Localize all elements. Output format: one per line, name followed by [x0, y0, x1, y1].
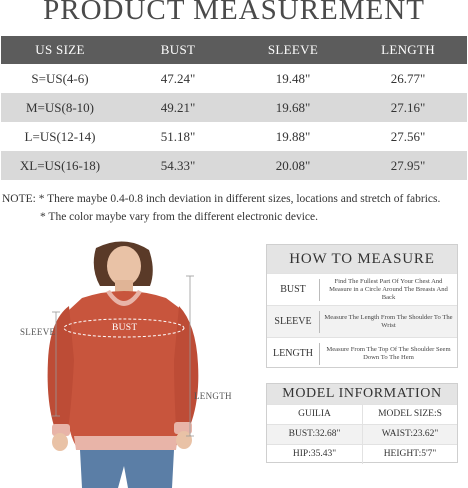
note-color: * The color maybe vary from the different electronic device. [40, 211, 319, 223]
header-us-size: US SIZE [1, 36, 119, 64]
measure-key: LENGTH [273, 348, 313, 359]
cell-length: 27.95" [349, 151, 467, 180]
measure-key: BUST [280, 284, 306, 295]
measure-row-length [267, 337, 457, 369]
cell-bust: 49.21" [119, 93, 237, 122]
model-info-row [267, 444, 457, 464]
model-name: GUILIA [298, 409, 331, 419]
cell-length: 27.56" [349, 122, 467, 151]
cell-bust: 54.33" [119, 151, 237, 180]
cell-size: XL=US(16-18) [1, 151, 119, 180]
model-illustration [14, 240, 244, 488]
table-row [1, 64, 467, 93]
model-information-title: MODEL INFORMATION [267, 384, 457, 404]
model-information-panel [266, 383, 458, 463]
cell-bust: 47.24" [119, 64, 237, 93]
cell-sleeve: 19.68" [237, 93, 349, 122]
how-to-measure-panel [266, 244, 458, 368]
sleeve-label: SLEEVE [20, 327, 56, 337]
model-waist: WAIST:23.62" [362, 425, 457, 444]
measure-desc: Measure The Length From The Shoulder To The Wrist [324, 313, 453, 329]
length-label: LENGTH [194, 391, 232, 401]
cell-sleeve: 19.88" [237, 122, 349, 151]
measure-desc: Measure From The Top Of The Shoulder Seem Down To The Hem [326, 345, 451, 361]
model-bust: BUST:32.68" [288, 429, 341, 439]
header-sleeve: SLEEVE [237, 36, 349, 64]
cell-sleeve: 19.48" [237, 64, 349, 93]
cell-size: S=US(4-6) [1, 64, 119, 93]
model-info-row [267, 424, 457, 444]
model-size: MODEL SIZE:S [362, 405, 457, 424]
model-info-row [267, 404, 457, 424]
size-table-header [1, 36, 467, 64]
measure-row-sleeve [267, 305, 457, 337]
size-table [1, 36, 467, 180]
model-hip: HIP:35.43" [292, 449, 337, 459]
cell-bust: 51.18" [119, 122, 237, 151]
measure-key: SLEEVE [274, 316, 312, 327]
measure-row-bust [267, 273, 457, 305]
how-to-measure-title: HOW TO MEASURE [267, 245, 457, 273]
model-photo [14, 240, 244, 488]
cell-size: L=US(12-14) [1, 122, 119, 151]
page-title: PRODUCT MEASUREMENT [43, 0, 425, 26]
cell-length: 27.16" [349, 93, 467, 122]
header-bust: BUST [119, 36, 237, 64]
cell-sleeve: 20.08" [237, 151, 349, 180]
measure-desc: Find The Fullest Part Of Your Chest And Measure in a Circle Around The Breasts And Back [329, 277, 448, 301]
cell-size: M=US(8-10) [1, 93, 119, 122]
note-deviation: NOTE: * There maybe 0.4-0.8 inch deviation in different sizes, locations and stretch of fabrics. [2, 193, 441, 205]
table-row [1, 93, 467, 122]
header-length: LENGTH [349, 36, 467, 64]
table-row [1, 122, 467, 151]
bust-label: BUST [112, 323, 138, 333]
cell-length: 26.77" [349, 64, 467, 93]
model-height: HEIGHT:5'7" [362, 445, 457, 464]
table-row [1, 151, 467, 180]
